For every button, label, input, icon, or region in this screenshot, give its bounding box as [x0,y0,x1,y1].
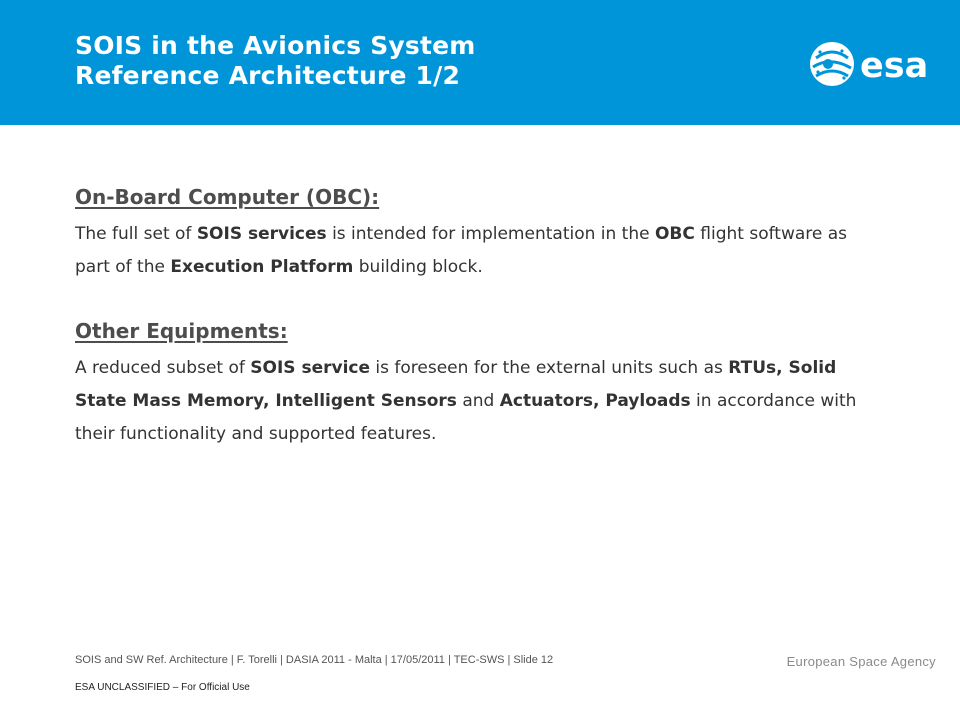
section-text-other-equipments [75,352,875,451]
text-run: is foreseen for the external units such as [370,358,729,378]
bold-run: SOIS service [250,358,371,378]
esa-logo [808,38,940,90]
section-heading-other-equipments: Other Equipments: [75,319,288,343]
text-run: building block. [353,257,483,277]
text-run: in accordance with their functionality and supported features. [75,391,857,444]
footer-info: SOIS and SW Ref. Architecture | F. Torelli | DASIA 2011 - Malta | 17/05/2011 | TEC-SWS | Slide 12 [75,654,554,666]
footer-classification: ESA UNCLASSIFIED – For Official Use [75,682,250,693]
text-run: The full set of [75,224,197,244]
text-run: is intended for implementation in the [326,224,655,244]
bold-run: OBC [654,224,695,244]
esa-logo-text: esa [860,46,929,86]
text-run: A reduced subset of [75,358,251,378]
bold-run: RTUs, Solid State Mass Memory, Intelligent Sensors [75,358,837,411]
text-run: and [456,391,500,411]
section-heading-obc: On-Board Computer (OBC): [75,185,380,209]
esa-globe-icon [808,38,940,90]
section-obc [75,180,875,284]
footer-agency-name: European Space Agency [786,654,936,669]
header-bar [0,0,960,125]
section-text-obc [75,218,875,284]
section-other-equipments [75,314,875,451]
bold-run: SOIS services [196,224,327,244]
slide-title-line-1: SOIS in the Avionics System [75,31,476,60]
text-run: flight software as part of the [75,224,848,277]
slide-content [75,180,875,451]
slide-title-line-2: Reference Architecture 1/2 [75,61,461,90]
bold-run: Execution Platform [170,257,354,277]
bold-run: Actuators, Payloads [499,391,691,411]
slide-title [75,31,476,91]
